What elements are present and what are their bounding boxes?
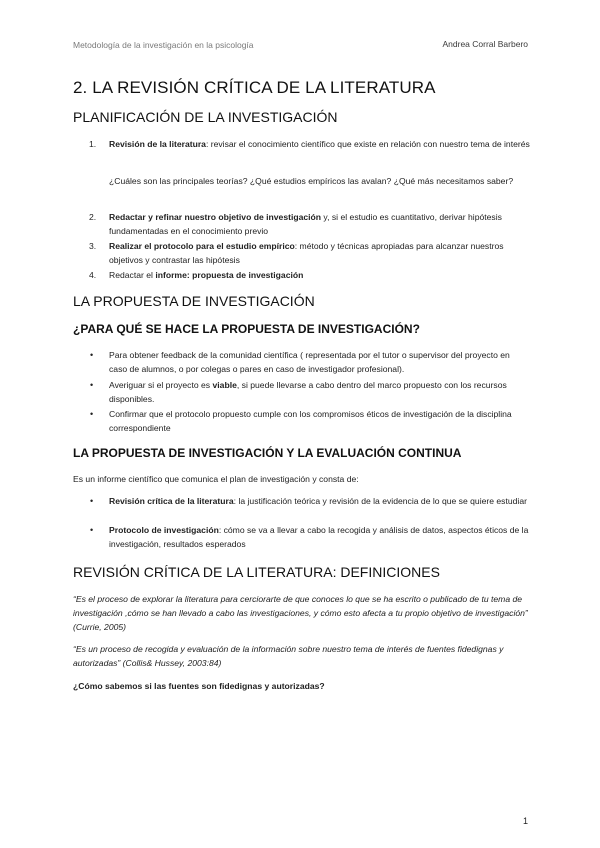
guiding-questions: ¿Cuáles son las principales teorías? ¿Qué estudios empíricos las avalan? ¿Qué más necesitamos saber? (109, 176, 514, 186)
closing-question: ¿Cómo sabemos si las fuentes son fidedignas y autorizadas? (73, 681, 325, 691)
page-number: 1 (522, 816, 528, 826)
list-item: Revisión de la literatura: revisar el conocimiento científico que existe en relación con nuestro tema de interés (109, 139, 530, 149)
list-item: Protocolo de investigación: cómo se va a llevar a cabo la recogida y análisis de datos, aspectos éticos de la investigación, resultados esperados (109, 525, 529, 549)
bullet-icon: • (90, 350, 94, 360)
page-title: 2. LA REVISIÓN CRÍTICA DE LA LITERATURA (73, 78, 436, 97)
header-course-title: Metodología de la investigación en la psicología (73, 40, 254, 50)
list-number: 1. (89, 139, 97, 149)
section-heading-propuesta: LA PROPUESTA DE INVESTIGACIÓN (73, 293, 315, 309)
list-item: Realizar el protocolo para el estudio empírico: método y técnicas apropiadas para alcanzar nuestros objetivos y contrastar las hipótesis (109, 241, 504, 265)
list-item: Averiguar si el proyecto es viable, si puede llevarse a cabo dentro del marco propuesto con los recursos disponibles. (109, 380, 507, 404)
bullet-icon: • (90, 525, 94, 535)
section-heading-definiciones: REVISIÓN CRÍTICA DE LA LITERATURA: DEFINICIONES (73, 564, 440, 580)
list-number: 3. (89, 241, 97, 251)
list-item: Para obtener feedback de la comunidad científica ( representada por el tutor o supervisor del proyecto en caso de alumnos, o por colegas o pares en caso de investigador profesional). (109, 350, 510, 374)
bullet-icon: • (90, 409, 94, 419)
list-item: Redactar el informe: propuesta de investigación (109, 270, 304, 280)
list-number: 2. (89, 212, 97, 222)
paragraph-intro: Es un informe científico que comunica el plan de investigación y consta de: (73, 474, 359, 484)
list-item: Confirmar que el protocolo propuesto cumple con los compromisos éticos de investigación de la disciplina correspondiente (109, 409, 512, 433)
bullet-icon: • (90, 380, 94, 390)
header-author: Andrea Corral Barbero (442, 39, 528, 49)
list-item: Redactar y refinar nuestro objetivo de investigación y, si el estudio es cuantitativo, derivar hipótesis fundamentadas en el conocimiento previo (109, 212, 502, 236)
subheading-para-que: ¿PARA QUÉ SE HACE LA PROPUESTA DE INVESTIGACIÓN? (73, 322, 420, 336)
list-item: Revisión crítica de la literatura: la justificación teórica y revisión de la evidencia de lo que se quiere estudiar (109, 496, 527, 506)
subheading-evaluacion: LA PROPUESTA DE INVESTIGACIÓN Y LA EVALUACIÓN CONTINUA (73, 446, 462, 460)
quote-collis-hussey: “Es un proceso de recogida y evaluación de la información sobre nuestro tema de interés de fuentes fidedignas y autorizadas” (Collis& Hussey, 2003:84) (73, 644, 504, 668)
list-number: 4. (89, 270, 97, 280)
section-heading-planificacion: PLANIFICACIÓN DE LA INVESTIGACIÓN (73, 109, 338, 125)
bullet-icon: • (90, 496, 94, 506)
quote-currie: “Es el proceso de explorar la literatura para cerciorarte de que conoces lo que se ha escrito o publicado de tu tema de investigación ,cómo se han llevado a cabo las investigaciones, y cómo esto afecta a tu propio objetivo de investigación” (Currie, 2005) (73, 594, 528, 632)
